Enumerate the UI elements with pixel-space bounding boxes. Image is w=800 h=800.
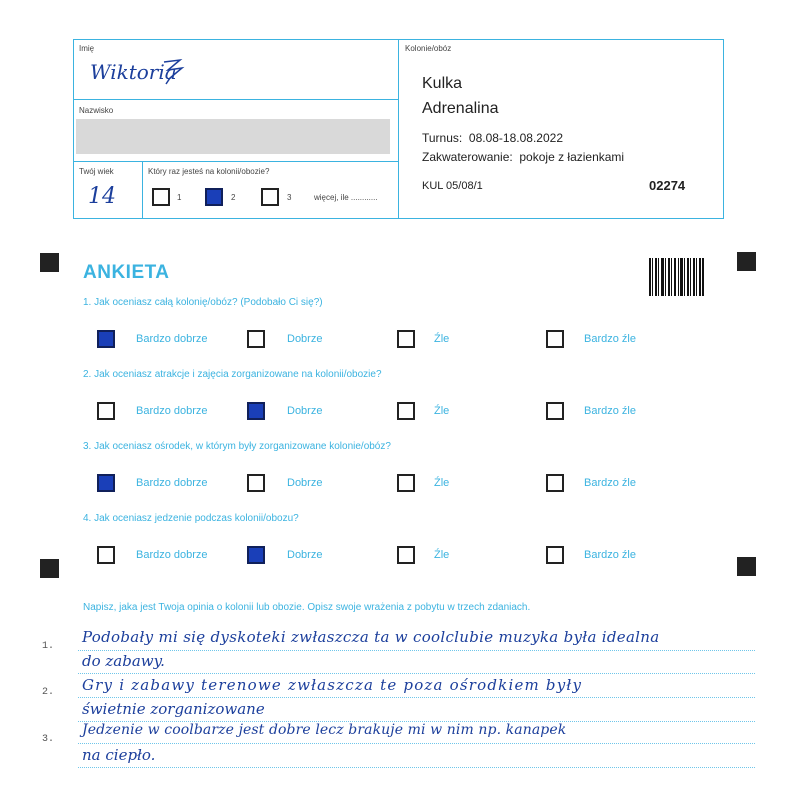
- opinion-prompt: Napisz, jaka jest Twoja opinia o kolonii lub obozie. Opisz swoje wrażenia z pobytu w trzech zdaniach.: [83, 602, 531, 613]
- ktory-raz-box-1[interactable]: [152, 188, 170, 206]
- opinion-text-3[interactable]: Gry i zabawy terenowe zwłaszcza te poza ośrodkiem były: [82, 676, 583, 694]
- corner-marker-top-left: [40, 253, 59, 272]
- wiek-value[interactable]: 14: [88, 184, 116, 209]
- ktory-raz-box-3[interactable]: [261, 188, 279, 206]
- opinion-line-3b: [78, 767, 755, 768]
- imie-mark-icon: [160, 56, 186, 91]
- question-2-text: 2. Jak oceniasz atrakcje i zajęcia zorganizowane na kolonii/obozie?: [83, 369, 382, 380]
- nazwisko-label: Nazwisko: [79, 106, 114, 115]
- header-divider-h2: [73, 161, 398, 162]
- question-4-checkbox-2[interactable]: [247, 546, 265, 564]
- question-3-option-label-1: Bardzo dobrze: [136, 477, 208, 489]
- question-2-option-label-2: Dobrze: [287, 405, 323, 417]
- question-3-checkbox-1[interactable]: [97, 474, 115, 492]
- question-2-checkbox-1[interactable]: [97, 402, 115, 420]
- question-1-checkbox-2[interactable]: [247, 330, 265, 348]
- question-3-option-label-4: Bardzo źle: [584, 477, 636, 489]
- question-1-option-label-4: Bardzo źle: [584, 333, 636, 345]
- survey-title: ANKIETA: [83, 262, 170, 283]
- question-2-option-label-4: Bardzo źle: [584, 405, 636, 417]
- header-divider-h1: [73, 99, 398, 100]
- opinion-line-2a: [78, 697, 755, 698]
- question-2-option-label-1: Bardzo dobrze: [136, 405, 208, 417]
- opinion-text-4[interactable]: świetnie zorganizowane: [82, 700, 265, 718]
- camp-name-2: Adrenalina: [422, 100, 499, 117]
- kolonie-label: Kolonie/obóz: [405, 44, 452, 53]
- barcode: [649, 258, 705, 301]
- question-1-checkbox-1[interactable]: [97, 330, 115, 348]
- question-4-checkbox-4[interactable]: [546, 546, 564, 564]
- question-4-option-label-1: Bardzo dobrze: [136, 549, 208, 561]
- opinion-text-5[interactable]: Jedzenie w coolbarze jest dobre lecz brakuje mi w nim np. kanapek: [82, 722, 567, 738]
- question-4-checkbox-1[interactable]: [97, 546, 115, 564]
- opinion-number-3: 3.: [42, 734, 55, 745]
- corner-marker-bottom-left: [40, 559, 59, 578]
- question-1-checkbox-3[interactable]: [397, 330, 415, 348]
- nazwisko-redacted: [76, 119, 390, 154]
- question-1-option-label-2: Dobrze: [287, 333, 323, 345]
- opinion-line-3a: [78, 743, 755, 744]
- corner-marker-bottom-right: [737, 557, 756, 576]
- ktory-raz-option-more: więcej, ile ............: [314, 193, 378, 202]
- imie-value[interactable]: Wiktoria: [90, 60, 177, 84]
- ktory-raz-option-1: 1: [177, 193, 182, 202]
- question-1-text: 1. Jak oceniasz całą kolonię/obóz? (Podobało Ci się?): [83, 297, 323, 308]
- header-divider-vertical: [398, 39, 399, 219]
- camp-name-1: Kulka: [422, 75, 463, 92]
- ktory-raz-label: Który raz jesteś na kolonii/obozie?: [148, 167, 270, 176]
- question-3-checkbox-2[interactable]: [247, 474, 265, 492]
- question-1-option-label-3: Źle: [434, 333, 450, 345]
- ktory-raz-option-3: 3: [287, 193, 292, 202]
- question-3-option-label-2: Dobrze: [287, 477, 323, 489]
- wiek-label: Twój wiek: [79, 167, 114, 176]
- opinion-text-6[interactable]: na ciepło.: [82, 746, 156, 764]
- camp-code: KUL 05/08/1: [422, 180, 483, 192]
- question-4-text: 4. Jak oceniasz jedzenie podczas kolonii/obozu?: [83, 513, 299, 524]
- turnus: Turnus: 08.08-18.08.2022: [422, 131, 563, 145]
- question-1-checkbox-4[interactable]: [546, 330, 564, 348]
- imie-label: Imię: [79, 44, 95, 53]
- question-4-option-label-2: Dobrze: [287, 549, 323, 561]
- question-3-checkbox-4[interactable]: [546, 474, 564, 492]
- question-4-checkbox-3[interactable]: [397, 546, 415, 564]
- corner-marker-top-right: [737, 252, 756, 271]
- ktory-raz-box-2[interactable]: [205, 188, 223, 206]
- opinion-line-1a: [78, 650, 755, 651]
- question-2-option-label-3: Źle: [434, 405, 450, 417]
- question-3-checkbox-3[interactable]: [397, 474, 415, 492]
- ktory-raz-option-2: 2: [231, 193, 236, 202]
- question-4-option-label-4: Bardzo źle: [584, 549, 636, 561]
- opinion-text-1[interactable]: Podobały mi się dyskoteki zwłaszcza ta w coolclubie muzyka była idealna: [82, 628, 660, 646]
- question-2-checkbox-2[interactable]: [247, 402, 265, 420]
- question-4-option-label-3: Źle: [434, 549, 450, 561]
- question-1-option-label-1: Bardzo dobrze: [136, 333, 208, 345]
- zakwaterowanie: Zakwaterowanie: pokoje z łazienkami: [422, 150, 625, 164]
- opinion-number-2: 2.: [42, 687, 55, 698]
- question-3-option-label-3: Źle: [434, 477, 450, 489]
- opinion-number-1: 1.: [42, 641, 55, 652]
- camp-number: 02274: [649, 178, 686, 193]
- header-divider-v2: [142, 161, 143, 219]
- question-2-checkbox-3[interactable]: [397, 402, 415, 420]
- opinion-line-1b: [78, 673, 755, 674]
- question-3-text: 3. Jak oceniasz ośrodek, w którym były zorganizowane kolonie/obóz?: [83, 441, 391, 452]
- question-2-checkbox-4[interactable]: [546, 402, 564, 420]
- opinion-text-2[interactable]: do zabawy.: [82, 652, 165, 670]
